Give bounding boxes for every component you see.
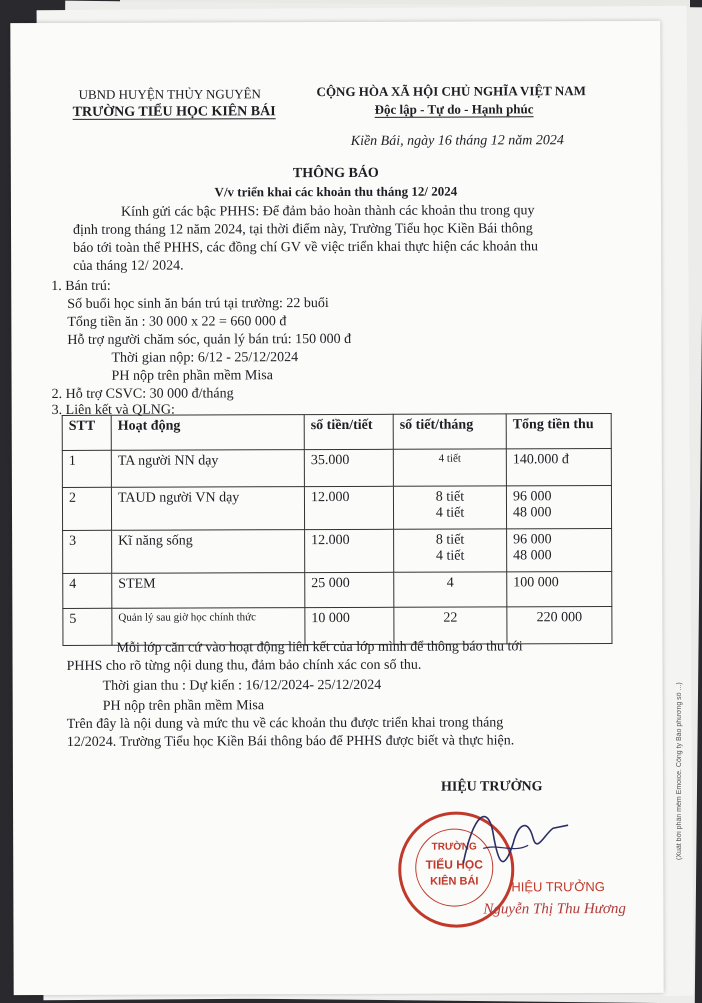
row-stt: 3 [63, 530, 112, 573]
row-stt: 5 [63, 608, 112, 645]
table-row [63, 529, 612, 574]
after-line-1: Mỗi lớp căn cứ vào hoạt động liên kết của lớp mình để thông báo thu tới [116, 639, 523, 656]
closing-line-2: 12/2024. Trường Tiểu học Kiền Bái thông báo để PHHS được biết và thực hiện. [66, 733, 515, 750]
table-header-row [62, 414, 611, 451]
signature-role: HIỆU TRƯỞNG [440, 779, 543, 795]
header-activity: Hoạt động [111, 415, 304, 451]
row-stt: 4 [63, 573, 112, 608]
row-activity: TAUD người VN dạy [111, 487, 304, 531]
republic-name: CỘNG HÒA XÃ HỘI CHỦ NGHĨA VIỆT NAM [316, 83, 586, 100]
fees-table [62, 413, 613, 646]
row-periods-secondary: 4 tiết [435, 548, 465, 564]
row-activity: TA người NN dạy [111, 450, 304, 488]
header-stt: STT [62, 415, 111, 450]
row-price: 35.000 [304, 449, 393, 486]
row-stt: 2 [62, 487, 111, 530]
section-1-care: Hỗ trợ người chăm sóc, quản lý bán trú: 150 000 đ [67, 331, 352, 348]
row-stt: 1 [62, 450, 111, 487]
row-periods-cell [394, 529, 507, 572]
row-total-secondary: 48 000 [512, 505, 552, 521]
row-periods-cell [393, 486, 506, 529]
section-1-total: Tổng tiền ăn : 30 000 x 22 = 660 000 đ [67, 314, 287, 330]
section-1-sessions: Số buổi học sinh ăn bán trú tại trường: 22 buổi [67, 296, 329, 312]
row-periods: 4 [394, 572, 507, 607]
header-periods: số tiết/tháng [393, 414, 506, 449]
stamp-bottom-text: KIÊN BÁI [430, 875, 479, 888]
table-row [63, 572, 612, 609]
row-total: 100 000 [507, 572, 612, 607]
section-1-heading: 1. Bán trú: [51, 278, 111, 294]
intro-line-3: báo tới toàn thể PHHS, các đồng chí GV về việc triển khai thực hiện các khoản thu [73, 239, 539, 256]
row-price: 25 000 [305, 572, 394, 607]
row-total-cell [506, 486, 611, 529]
authority-name: UBND HUYỆN THỦY NGUYÊN [78, 86, 261, 102]
row-periods: 8 tiết [435, 532, 465, 548]
payment-method: PH nộp trên phần mềm Misa [102, 698, 265, 714]
row-total: 140.000 đ [506, 449, 611, 486]
document-title: THÔNG BÁO [292, 165, 379, 182]
intro-line-1: Kính gửi các bậc PHHS: Để đảm bảo hoàn thành các khoản thu trong quy [120, 203, 535, 220]
row-periods-secondary: 4 tiết [435, 505, 465, 521]
intro-line-4: của tháng 12/ 2024. [73, 258, 184, 274]
row-total: 96 000 [512, 489, 552, 505]
intro-line-2: định trong tháng 12 năm 2024, tại thời điểm này, Trường Tiểu học Kiền Bái thông [73, 221, 533, 238]
row-price: 10 000 [305, 607, 394, 644]
side-note: (Xuất bởi phần mềm Emoice. Công ty Bảo phương số ...) [676, 682, 683, 860]
row-total-secondary: 48 000 [513, 548, 552, 564]
signer-role: HIỆU TRƯỞNG [511, 879, 605, 895]
row-price: 12.000 [304, 486, 393, 529]
row-total: 220 000 [507, 607, 612, 644]
row-price: 12.000 [305, 529, 394, 572]
stamp-mid-text: TIỂU HỌC [425, 857, 483, 872]
signer-name: Nguyễn Thị Thu Hương [483, 900, 626, 918]
school-name: TRƯỜNG TIỂU HỌC KIÊN BÁI [72, 104, 276, 120]
row-periods: 22 [394, 607, 507, 644]
header-price: số tiền/tiết [304, 414, 393, 449]
document-page [10, 21, 663, 995]
section-1-misa: PH nộp trên phần mềm Misa [111, 368, 273, 384]
row-activity: Kĩ năng sống [112, 530, 305, 574]
row-activity: STEM [112, 573, 305, 609]
stamp-top-text: TRƯỜNG [431, 841, 477, 853]
row-periods: 4 tiết [393, 449, 506, 486]
closing-line-1: Trên đây là nội dung và mức thu về các khoản thu được triển khai trong tháng [66, 715, 504, 732]
collection-time: Thời gian thu : Dự kiến : 16/12/2024- 25/12/2024 [102, 677, 382, 694]
section-2-heading: 2. Hỗ trợ CSVC: 30 000 đ/tháng [51, 386, 234, 402]
table-row [62, 486, 611, 531]
national-motto: Độc lập - Tự do - Hạnh phúc [374, 101, 534, 117]
section-3-heading: 3. Liên kết và QLNG: [51, 402, 175, 418]
table-row [62, 449, 611, 488]
row-total: 96 000 [513, 532, 552, 548]
row-periods: 8 tiết [435, 489, 465, 505]
header-total: Tổng tiền thu [506, 414, 611, 449]
date-line: Kiền Bái, ngày 16 tháng 12 năm 2024 [350, 133, 564, 149]
row-activity: Quản lý sau giờ học chính thức [112, 608, 305, 646]
document-subject: V/v triển khai các khoản thu tháng 12/ 2024 [214, 183, 458, 200]
section-1-time: Thời gian nộp: 6/12 - 25/12/2024 [111, 350, 299, 366]
after-line-2: PHHS cho rõ từng nội dung thu, đảm bảo chính xác con số thu. [66, 657, 422, 674]
row-total-cell [507, 529, 612, 572]
